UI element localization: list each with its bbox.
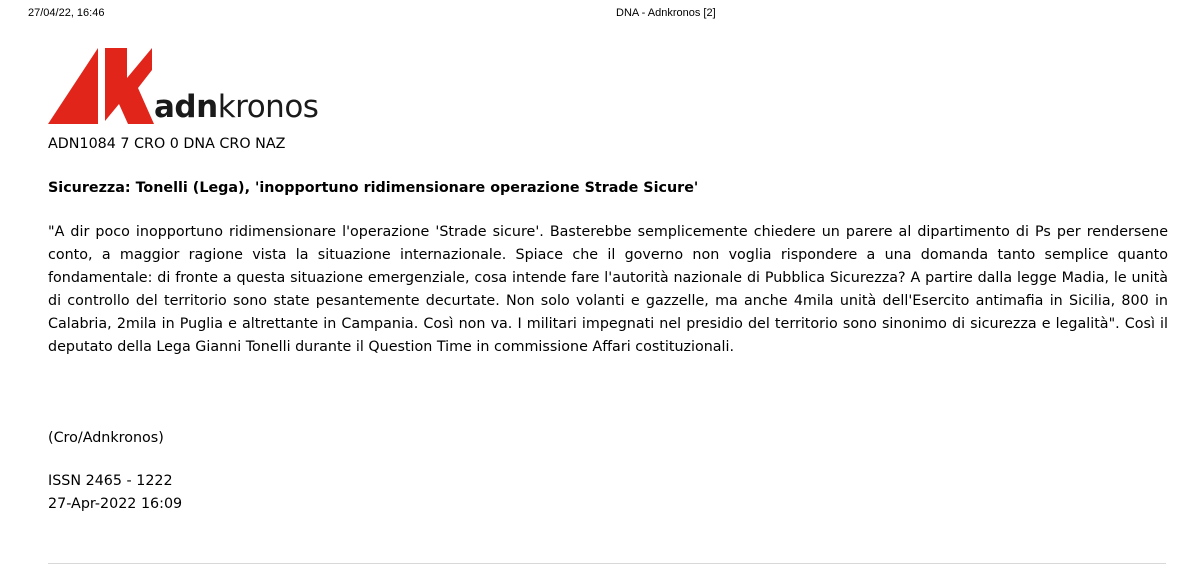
article [48, 133, 1168, 516]
adnkronos-logo-mark-icon [48, 48, 154, 124]
footer-divider [48, 563, 1166, 564]
print-page-title: DNA - Adnkronos [2] [616, 7, 716, 19]
logo-wordmark [154, 90, 318, 124]
adnkronos-logo [48, 48, 358, 124]
agency-code: ADN1084 7 CRO 0 DNA CRO NAZ [48, 136, 286, 152]
logo-wordmark-bold: adn [154, 89, 218, 125]
article-credit: (Cro/Adnkronos) [48, 430, 164, 446]
article-body: "A dir poco inopportuno ridimensionare l'operazione 'Strade sicure'. Basterebbe semplicemente chiedere un parere al dipartimento di Ps per rendersene conto, a maggior ragione vista la situazione internazionale. Spiace che il governo non voglia rispondere a una domanda tanto semplice quanto fondamentale: di fronte a questa situazione emergenziale, cosa intende fare l'autorità nazionale di Pubblica Sicurezza? A partire dalla legge Madia, le unità di controllo del territorio sono state pesantemente decurtate. Non solo volanti e gazzelle, ma anche 4mila unità dell'Esercito antimafia in Sicilia, 800 in Calabria, 2mila in Puglia e altrettante in Campania. Così non va. I militari impegnati nel presidio del territorio sono sinonimo di sicurezza e legalità". Così il deputato della Lega Gianni Tonelli durante il Question Time in commissione Affari costituzionali. [48, 224, 1168, 355]
article-headline: Sicurezza: Tonelli (Lega), 'inopportuno ridimensionare operazione Strade Sicure' [48, 180, 699, 196]
logo-wordmark-light: kronos [217, 89, 319, 125]
print-header [0, 7, 1200, 23]
issn-number: ISSN 2465 - 1222 [48, 473, 173, 489]
article-date: 27-Apr-2022 16:09 [48, 496, 183, 512]
print-datetime: 27/04/22, 16:46 [28, 7, 105, 19]
